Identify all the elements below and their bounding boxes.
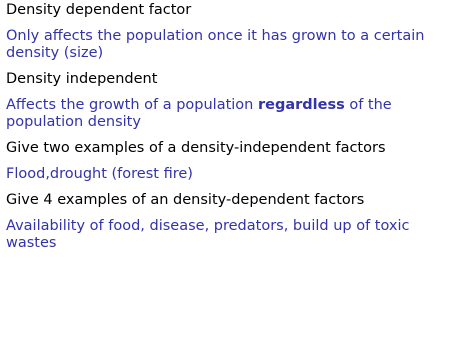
question-2: Density independent bbox=[6, 71, 158, 87]
answer-2-part-2: of the population density bbox=[6, 97, 392, 130]
answer-2-emphasis: regardless bbox=[257, 97, 345, 113]
answer-2 bbox=[6, 97, 442, 131]
question-3: Give two examples of a density-independent factors bbox=[6, 140, 386, 156]
answer-4: Availability of food, disease, predators, build up of toxic wastes bbox=[6, 218, 410, 251]
answer-1: Only affects the population once it has grown to a certain density (size) bbox=[6, 28, 425, 61]
answer-2-part-1: Affects the growth of a population bbox=[6, 97, 258, 113]
question-4: Give 4 examples of an density-dependent factors bbox=[6, 192, 365, 208]
question-1: Density dependent factor bbox=[6, 2, 192, 18]
answer-3: Flood,drought (forest fire) bbox=[6, 166, 193, 182]
